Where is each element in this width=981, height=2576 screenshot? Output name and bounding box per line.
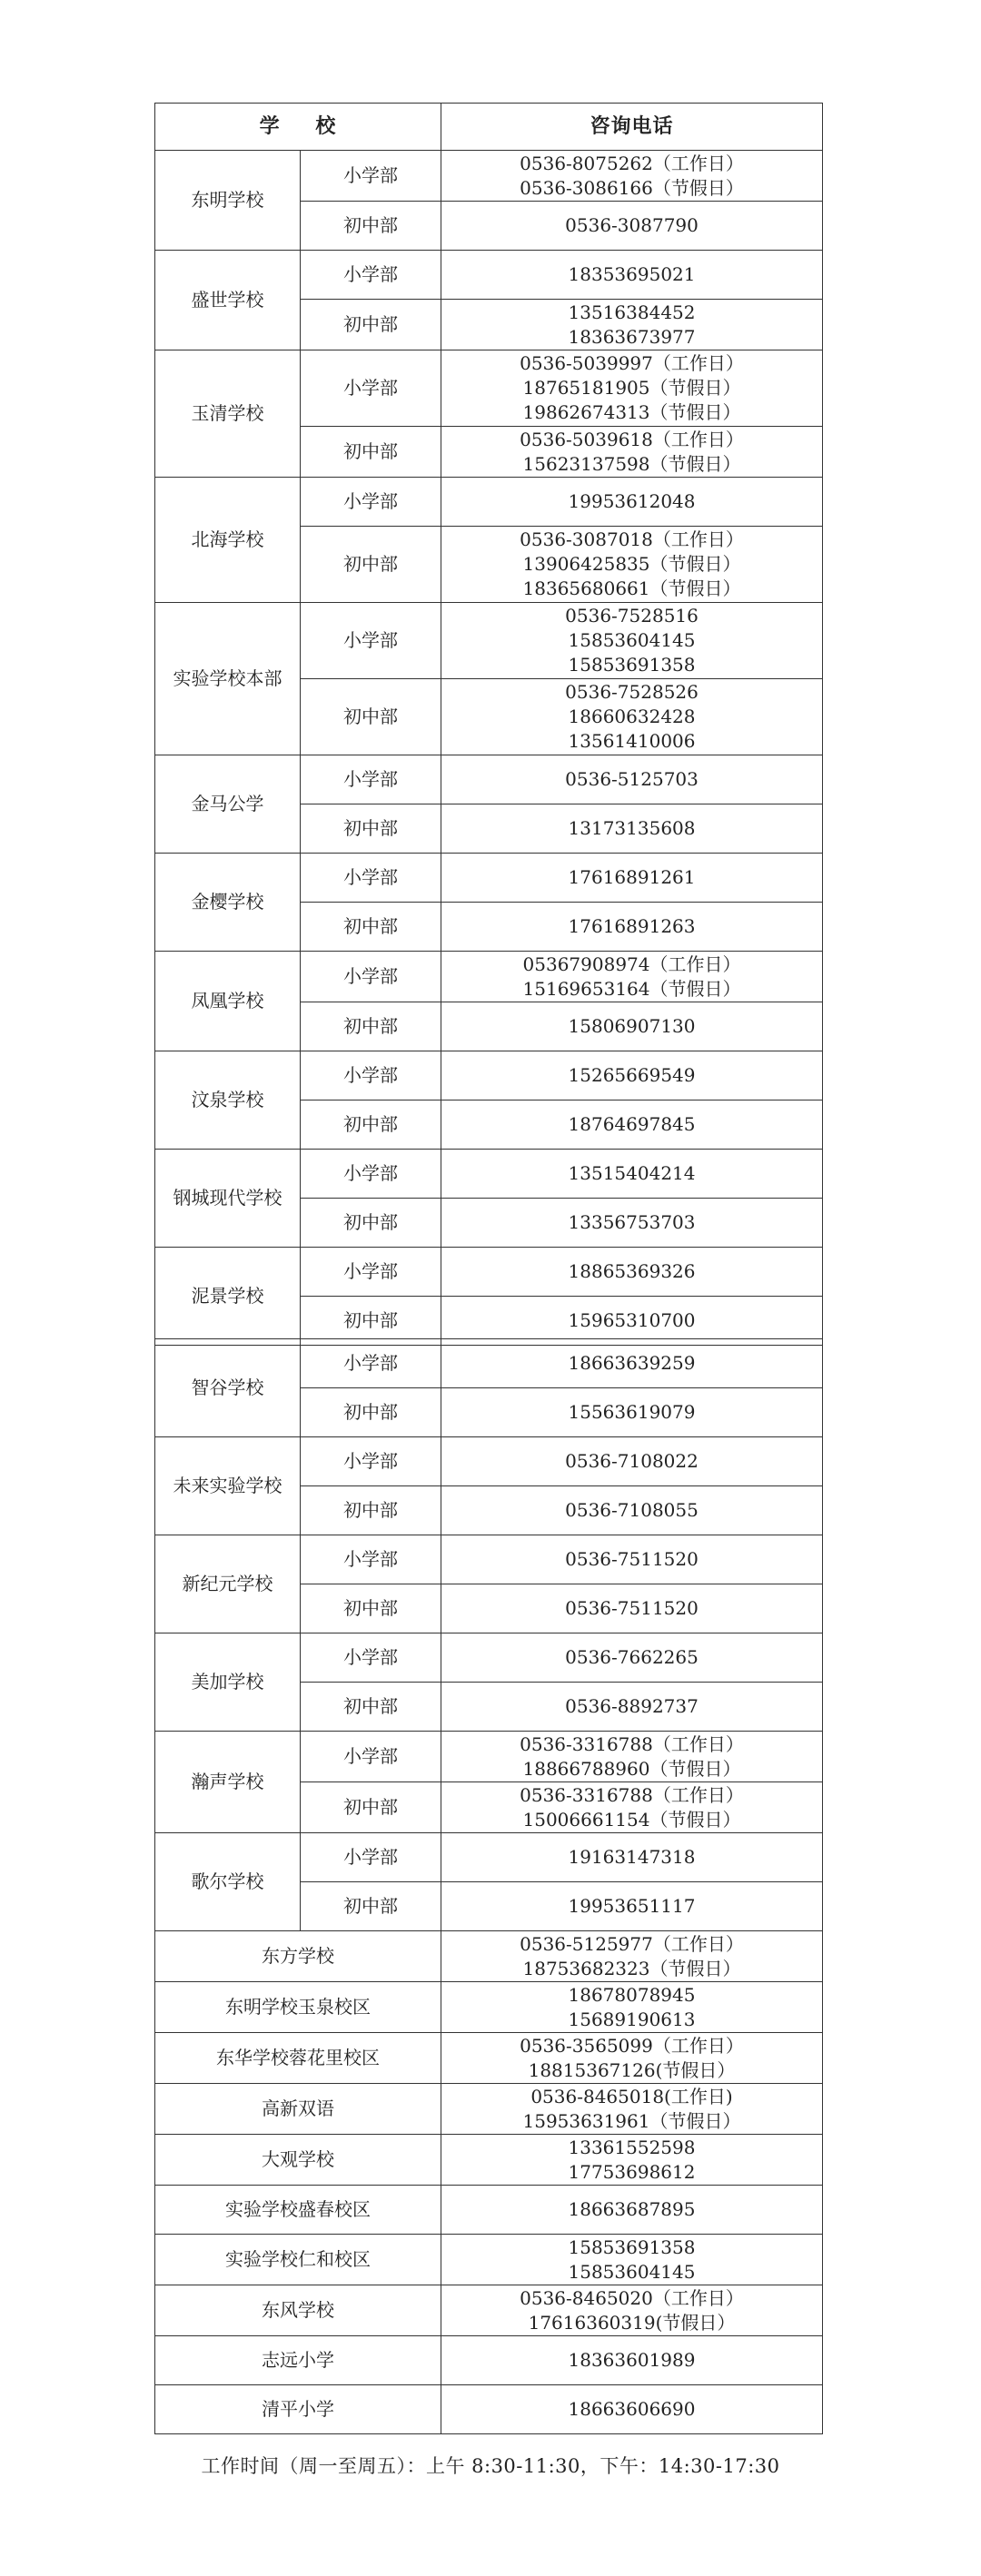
phone-cell xyxy=(441,1051,823,1100)
phone-cell xyxy=(441,478,823,527)
phone-number: 0536-7511520 xyxy=(565,1597,699,1619)
school-name: 美加学校 xyxy=(155,1633,301,1732)
phone-number: 17616891263 xyxy=(568,915,696,937)
table-row xyxy=(155,1150,823,1199)
phone-cell xyxy=(441,1248,823,1297)
school-name: 歌尔学校 xyxy=(155,1833,301,1931)
table-row xyxy=(155,603,823,679)
phone-number: 19953651117 xyxy=(568,1895,696,1917)
phone-number: 0536-8465018(工作日) xyxy=(530,2085,733,2107)
phone-number: 18663687895 xyxy=(568,2198,696,2220)
school-name: 东风学校 xyxy=(155,2285,441,2336)
phone-number: 18660632428 xyxy=(568,706,696,727)
phone-number: 13516384452 xyxy=(568,301,696,323)
phone-number: 18815367126(节假日） xyxy=(528,2058,736,2081)
phone-number: 15006661154（节假日） xyxy=(522,1808,741,1831)
phone-cell xyxy=(441,527,823,603)
phone-number: 15853691358 xyxy=(568,2235,696,2258)
school-name: 清平小学 xyxy=(155,2385,441,2434)
school-name: 金樱学校 xyxy=(155,854,301,952)
department-name: 初中部 xyxy=(301,527,441,603)
phone-cell xyxy=(441,1100,823,1150)
phone-number: 13173135608 xyxy=(568,817,696,839)
phone-number: 0536-3316788（工作日） xyxy=(520,1783,744,1806)
table-row xyxy=(155,755,823,804)
school-name: 东明学校 xyxy=(155,151,301,251)
department-name: 初中部 xyxy=(301,1584,441,1633)
table-row xyxy=(155,2084,823,2135)
phone-cell xyxy=(441,350,823,427)
phone-cell xyxy=(441,1150,823,1199)
phone-number: 18365680661（节假日） xyxy=(522,577,741,599)
school-name: 泥景学校 xyxy=(155,1248,301,1346)
phone-cell xyxy=(441,903,823,952)
phone-cell xyxy=(441,1339,823,1388)
table-row xyxy=(155,1931,823,1982)
school-name: 大观学校 xyxy=(155,2135,441,2186)
phone-cell xyxy=(441,1633,823,1683)
table-row xyxy=(155,2285,823,2336)
table-row xyxy=(155,2033,823,2084)
phone-number: 15689190613 xyxy=(568,2008,696,2030)
phone-cell xyxy=(441,1782,823,1833)
table-row xyxy=(155,1051,823,1100)
department-name: 小学部 xyxy=(301,251,441,300)
department-name: 初中部 xyxy=(301,427,441,478)
table-row xyxy=(155,1633,823,1683)
department-name: 小学部 xyxy=(301,1051,441,1100)
table-row xyxy=(155,1437,823,1486)
department-name: 小学部 xyxy=(301,1248,441,1297)
phone-cell xyxy=(441,2385,823,2434)
phone-number: 05367908974（工作日） xyxy=(522,952,741,975)
phone-number: 18764697845 xyxy=(568,1113,696,1135)
department-name: 初中部 xyxy=(301,1199,441,1248)
department-name: 初中部 xyxy=(301,903,441,952)
phone-cell xyxy=(441,251,823,300)
phone-cell xyxy=(441,1388,823,1437)
phone-cell xyxy=(441,1584,823,1633)
school-name: 金马公学 xyxy=(155,755,301,854)
contact-table-part-2 xyxy=(154,1338,823,2434)
phone-cell xyxy=(441,2235,823,2285)
phone-number: 18363673977 xyxy=(568,325,696,348)
department-name: 小学部 xyxy=(301,1535,441,1584)
department-name: 初中部 xyxy=(301,1882,441,1931)
department-name: 初中部 xyxy=(301,1388,441,1437)
phone-column-header: 咨询电话 xyxy=(441,104,823,151)
phone-cell xyxy=(441,2336,823,2385)
phone-number: 15853691358 xyxy=(568,654,696,676)
phone-cell xyxy=(441,1833,823,1882)
phone-number: 18678078945 xyxy=(568,1983,696,2006)
department-name: 小学部 xyxy=(301,151,441,202)
table-row xyxy=(155,1732,823,1782)
department-name: 小学部 xyxy=(301,1437,441,1486)
phone-number: 0536-8075262（工作日） xyxy=(520,152,744,174)
school-name: 东明学校玉泉校区 xyxy=(155,1982,441,2033)
table-row xyxy=(155,2336,823,2385)
table-row xyxy=(155,2235,823,2285)
phone-cell xyxy=(441,1931,823,1982)
table-row xyxy=(155,151,823,202)
phone-number: 15169653164（节假日） xyxy=(522,977,741,1000)
phone-number: 0536-8892737 xyxy=(565,1695,699,1717)
phone-cell xyxy=(441,2135,823,2186)
phone-number: 19862674313（节假日） xyxy=(522,401,741,423)
phone-number: 15853604145 xyxy=(568,2260,696,2283)
phone-number: 0536-5125703 xyxy=(565,768,699,790)
phone-cell xyxy=(441,1199,823,1248)
phone-number: 0536-3086166（节假日） xyxy=(520,176,744,199)
school-name: 瀚声学校 xyxy=(155,1732,301,1833)
school-name: 实验学校本部 xyxy=(155,603,301,755)
school-name: 东方学校 xyxy=(155,1931,441,1982)
phone-number: 13361552598 xyxy=(568,2136,696,2158)
phone-number: 0536-7108022 xyxy=(565,1450,699,1472)
phone-number: 0536-7528526 xyxy=(565,681,699,703)
phone-cell xyxy=(441,804,823,854)
department-name: 初中部 xyxy=(301,1002,441,1051)
phone-cell xyxy=(441,679,823,755)
school-name: 玉清学校 xyxy=(155,350,301,478)
table-row xyxy=(155,2186,823,2235)
phone-number: 13515404214 xyxy=(568,1162,696,1184)
department-name: 初中部 xyxy=(301,202,441,251)
phone-cell xyxy=(441,151,823,202)
department-name: 小学部 xyxy=(301,1833,441,1882)
department-name: 初中部 xyxy=(301,1782,441,1833)
school-name: 北海学校 xyxy=(155,478,301,603)
department-name: 初中部 xyxy=(301,1683,441,1732)
table-row xyxy=(155,478,823,527)
phone-number: 0536-7662265 xyxy=(565,1646,699,1668)
phone-cell xyxy=(441,2084,823,2135)
phone-number: 0536-7528516 xyxy=(565,605,699,627)
department-name: 小学部 xyxy=(301,478,441,527)
phone-number: 15953631961（节假日） xyxy=(522,2109,741,2132)
table-row xyxy=(155,2385,823,2434)
school-name: 东华学校蓉花里校区 xyxy=(155,2033,441,2084)
department-name: 初中部 xyxy=(301,1297,441,1346)
phone-number: 0536-3087018（工作日） xyxy=(520,528,744,550)
phone-number: 0536-7108055 xyxy=(565,1499,699,1521)
phone-number: 15563619079 xyxy=(568,1401,696,1423)
phone-number: 15965310700 xyxy=(568,1309,696,1331)
department-name: 初中部 xyxy=(301,679,441,755)
phone-cell xyxy=(441,1486,823,1535)
table-row xyxy=(155,1248,823,1297)
phone-number: 19953612048 xyxy=(568,490,696,512)
school-name: 智谷学校 xyxy=(155,1339,301,1437)
school-name: 实验学校盛春校区 xyxy=(155,2186,441,2235)
table-row xyxy=(155,1535,823,1584)
working-hours-note: 工作时间（周一至周五）：上午 8:30-11:30，下午：14:30-17:30 xyxy=(201,2455,780,2477)
phone-cell xyxy=(441,1882,823,1931)
phone-number: 0536-5039997（工作日） xyxy=(520,352,744,374)
phone-number: 18865369326 xyxy=(568,1260,696,1282)
phone-number: 18866788960（节假日） xyxy=(522,1757,741,1780)
phone-number: 18663606690 xyxy=(568,2398,696,2420)
school-name: 新纪元学校 xyxy=(155,1535,301,1633)
phone-cell xyxy=(441,300,823,350)
phone-cell xyxy=(441,2033,823,2084)
school-name: 汶泉学校 xyxy=(155,1051,301,1150)
phone-cell xyxy=(441,1732,823,1782)
phone-cell xyxy=(441,427,823,478)
department-name: 小学部 xyxy=(301,755,441,804)
phone-number: 0536-3087790 xyxy=(565,214,699,236)
phone-cell xyxy=(441,854,823,903)
phone-number: 15806907130 xyxy=(568,1015,696,1037)
phone-number: 15623137598（节假日） xyxy=(522,452,741,475)
phone-cell xyxy=(441,755,823,804)
school-name: 未来实验学校 xyxy=(155,1437,301,1535)
phone-number: 13561410006 xyxy=(568,730,696,752)
department-name: 小学部 xyxy=(301,854,441,903)
table-row xyxy=(155,350,823,427)
department-name: 初中部 xyxy=(301,300,441,350)
phone-cell xyxy=(441,1002,823,1051)
phone-cell xyxy=(441,2186,823,2235)
phone-number: 17753698612 xyxy=(568,2160,696,2183)
phone-cell xyxy=(441,2285,823,2336)
phone-number: 0536-8465020（工作日） xyxy=(520,2286,744,2309)
department-name: 小学部 xyxy=(301,603,441,679)
phone-number: 0536-3565099（工作日） xyxy=(520,2034,744,2057)
phone-number: 18663639259 xyxy=(568,1352,696,1374)
school-column-header: 学 校 xyxy=(155,104,441,151)
department-name: 小学部 xyxy=(301,952,441,1002)
phone-number: 0536-5125977（工作日） xyxy=(520,1932,744,1955)
department-name: 小学部 xyxy=(301,1339,441,1388)
phone-cell xyxy=(441,1437,823,1486)
phone-cell xyxy=(441,952,823,1002)
department-name: 初中部 xyxy=(301,1100,441,1150)
table-row xyxy=(155,952,823,1002)
department-name: 小学部 xyxy=(301,1150,441,1199)
school-name: 高新双语 xyxy=(155,2084,441,2135)
phone-number: 18765181905（节假日） xyxy=(522,377,741,399)
table-row xyxy=(155,2135,823,2186)
phone-number: 17616360319(节假日） xyxy=(528,2311,736,2334)
phone-number: 18363601989 xyxy=(568,2349,696,2371)
contact-table-part-1 xyxy=(154,103,823,1346)
table-row xyxy=(155,854,823,903)
phone-cell xyxy=(441,202,823,251)
phone-number: 0536-7511520 xyxy=(565,1548,699,1570)
phone-number: 13356753703 xyxy=(568,1211,696,1233)
phone-number: 19163147318 xyxy=(568,1846,696,1868)
school-name: 盛世学校 xyxy=(155,251,301,350)
table-row xyxy=(155,1339,823,1388)
phone-cell xyxy=(441,603,823,679)
school-name: 志远小学 xyxy=(155,2336,441,2385)
department-name: 初中部 xyxy=(301,804,441,854)
department-name: 小学部 xyxy=(301,350,441,427)
phone-number: 18753682323（节假日） xyxy=(522,1957,741,1979)
phone-cell xyxy=(441,1535,823,1584)
phone-number: 0536-5039618（工作日） xyxy=(520,428,744,450)
phone-number: 0536-3316788（工作日） xyxy=(520,1732,744,1755)
phone-cell xyxy=(441,1982,823,2033)
phone-number: 15265669549 xyxy=(568,1064,696,1086)
phone-number: 18353695021 xyxy=(568,263,696,285)
school-name: 凤凰学校 xyxy=(155,952,301,1051)
phone-number: 15853604145 xyxy=(568,629,696,651)
table-row xyxy=(155,1982,823,2033)
phone-number: 17616891261 xyxy=(568,866,696,888)
school-name: 实验学校仁和校区 xyxy=(155,2235,441,2285)
table-row xyxy=(155,1833,823,1882)
department-name: 初中部 xyxy=(301,1486,441,1535)
table-row xyxy=(155,251,823,300)
department-name: 小学部 xyxy=(301,1633,441,1683)
department-name: 小学部 xyxy=(301,1732,441,1782)
school-name: 钢城现代学校 xyxy=(155,1150,301,1248)
phone-number: 13906425835（节假日） xyxy=(522,553,741,575)
phone-cell xyxy=(441,1683,823,1732)
